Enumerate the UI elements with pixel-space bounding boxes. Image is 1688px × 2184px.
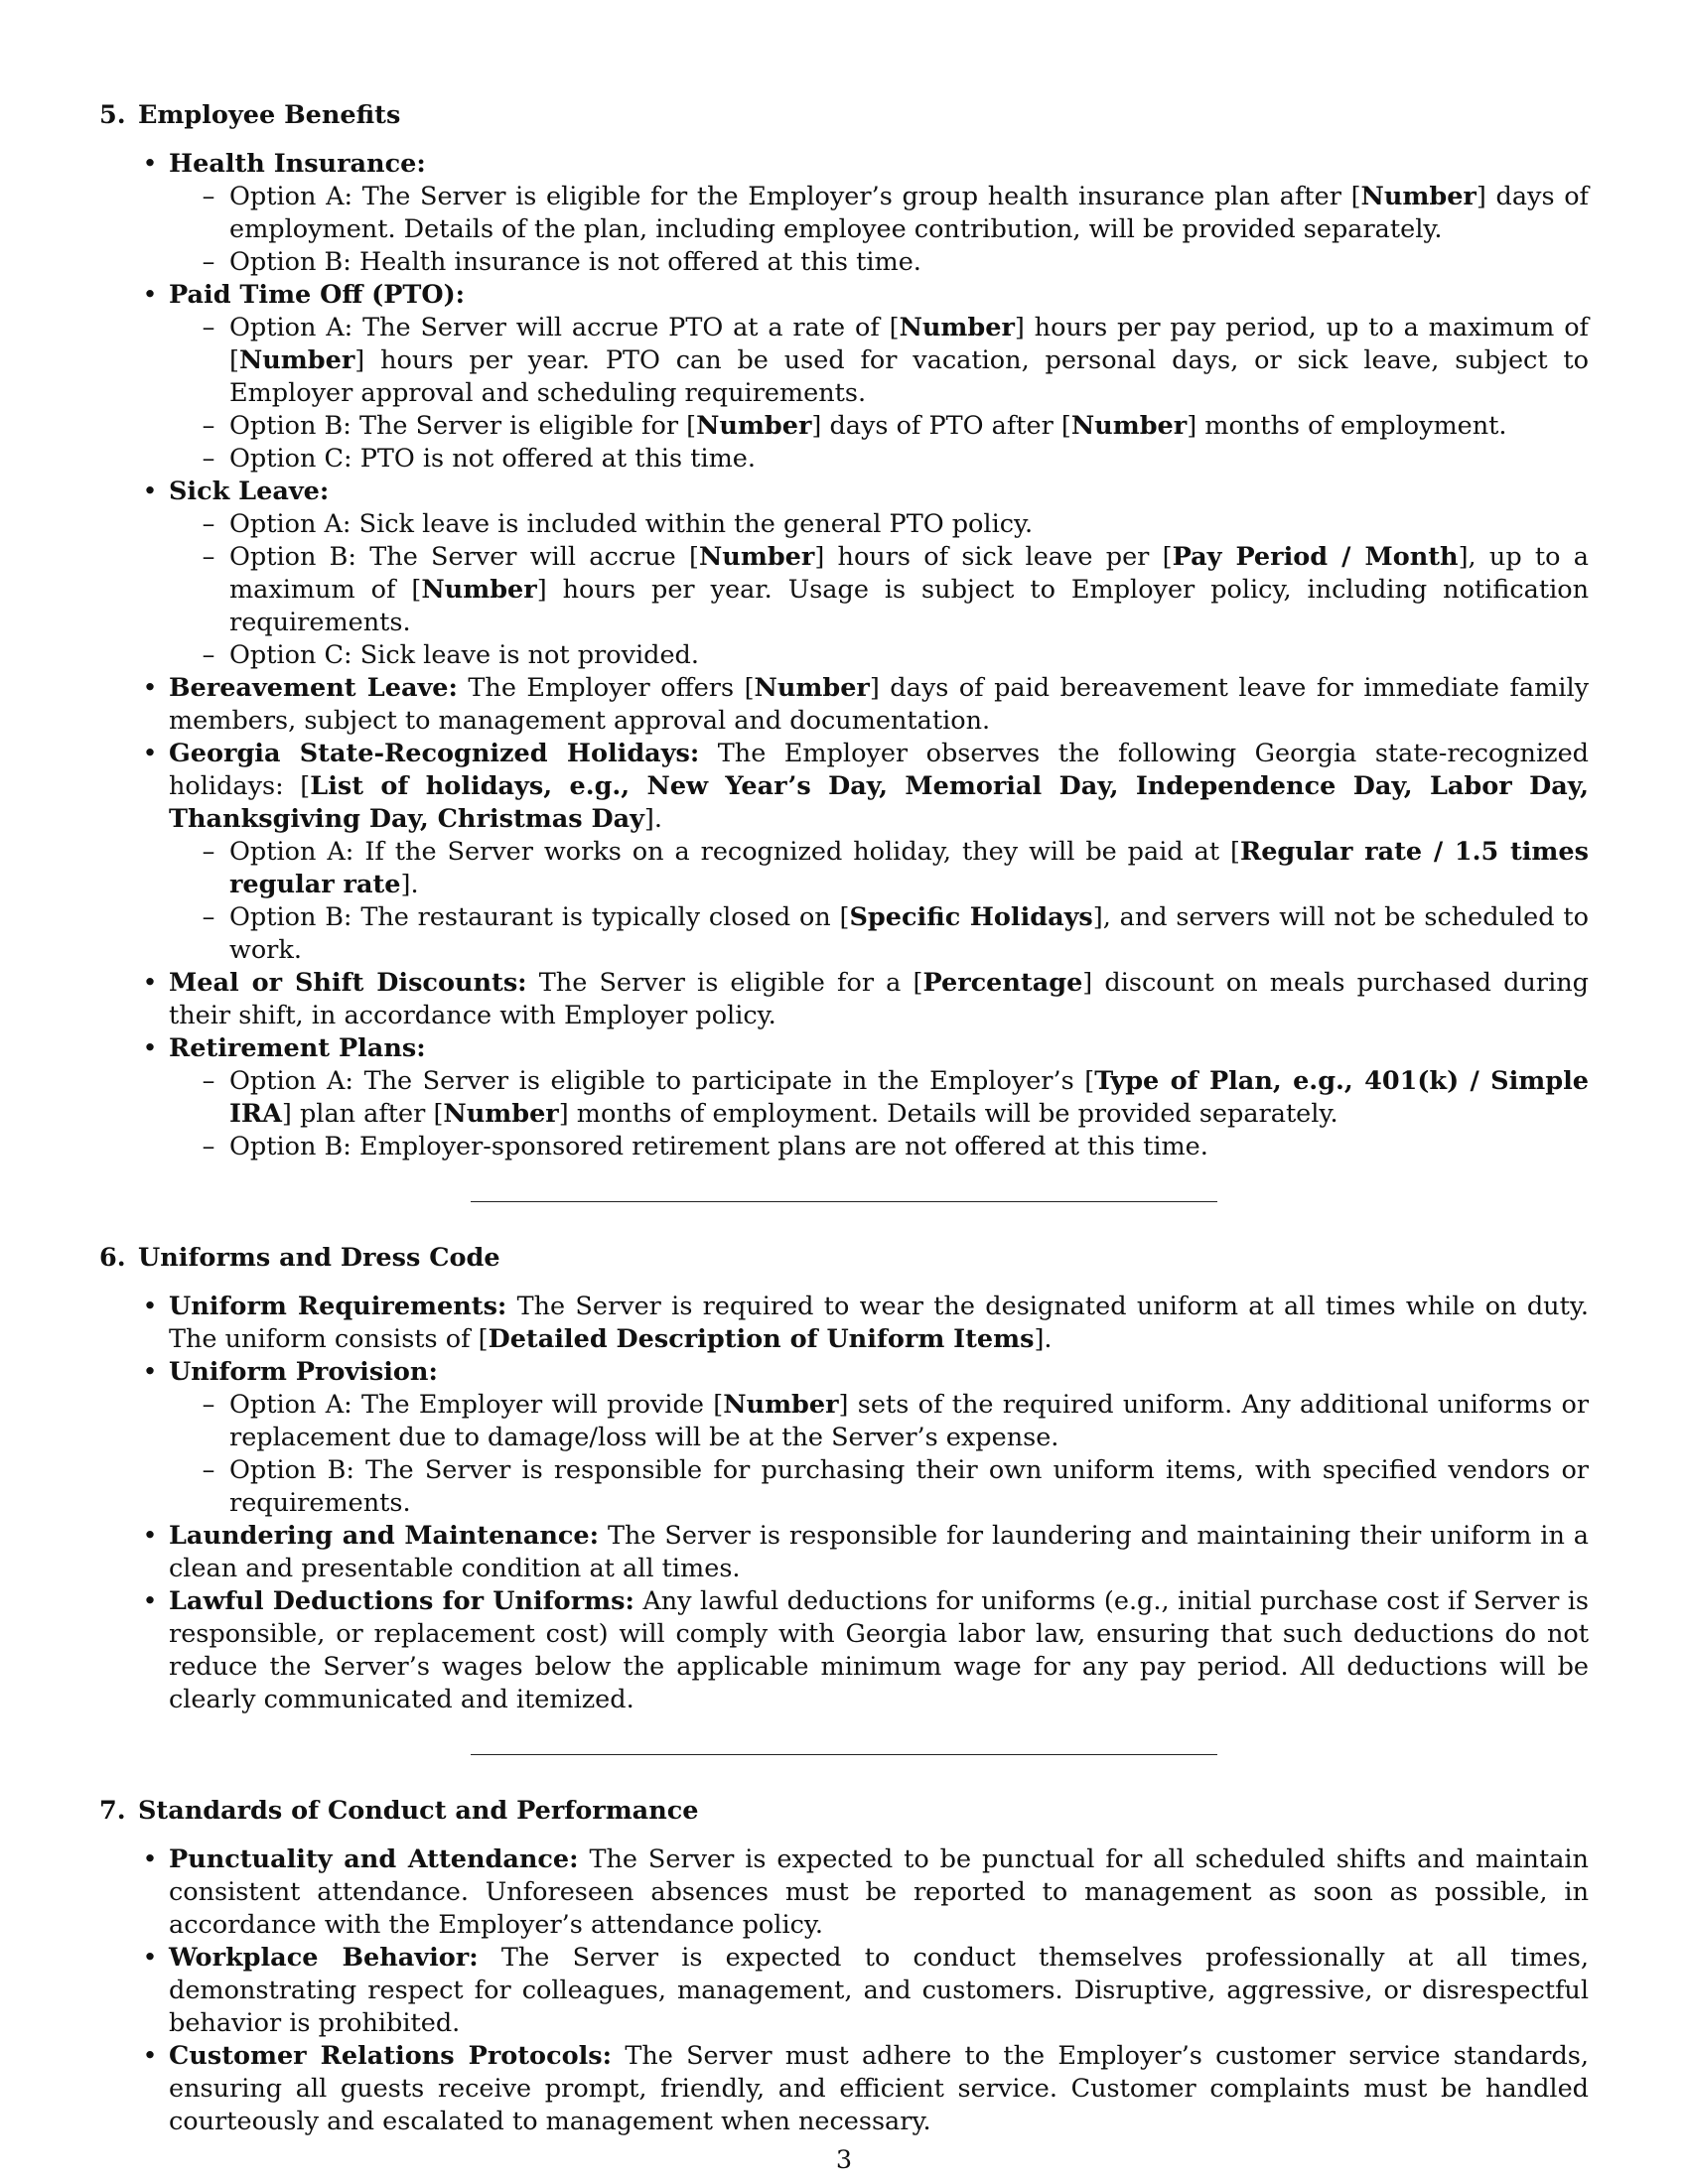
- body-text: Option B: Employer-sponsored retirement plans are not offered at this time.: [229, 1132, 1208, 1161]
- bullet-icon: •: [142, 149, 158, 179]
- option-item: [169, 639, 1589, 672]
- list-item: [99, 738, 1589, 967]
- body-text: ] months of employment.: [1187, 411, 1507, 441]
- dash-icon: –: [202, 313, 215, 342]
- option-list: [169, 1389, 1589, 1520]
- body-text: ] hours per pay period, up to a maximum of [: [229, 313, 1589, 375]
- body-text: Option A: Sick leave is included within the general PTO policy.: [229, 509, 1034, 539]
- body-text: The Server is required to wear the designated uniform at all times while on duty. The uniform consists of [: [169, 1292, 1589, 1354]
- bullet-icon: •: [142, 673, 158, 703]
- body-text: ].: [400, 870, 419, 899]
- placeholder-field: Number: [443, 1099, 559, 1129]
- option-list: [169, 836, 1589, 967]
- bullet-icon: •: [142, 2041, 158, 2071]
- bullet-icon: •: [142, 739, 158, 768]
- body-text: Option B: The restaurant is typically closed on [: [229, 902, 850, 932]
- placeholder-field: Percentage: [922, 968, 1083, 998]
- item-label: Health Insurance:: [169, 149, 426, 179]
- option-list: [169, 508, 1589, 672]
- placeholder-field: Number: [754, 673, 870, 703]
- body-text: Any lawful deductions for uniforms (e.g., initial purchase cost if Server is responsible, or replacement cost) will comply with Georgia labor law, ensuring that such deductions do not reduce the Server’s wages below the applicable minimum wage for any pay period. All deductions will be clearly communicated and itemized.: [169, 1586, 1589, 1714]
- body-text: Option C: Sick leave is not provided.: [229, 640, 699, 670]
- bullet-icon: •: [142, 968, 158, 998]
- item-label: Workplace Behavior:: [169, 1943, 479, 1973]
- bullet-list: [99, 148, 1589, 1163]
- page-number: 3: [835, 2145, 853, 2175]
- body-text: ] days of employment. Details of the plan, including employee contribution, will be provided separately.: [229, 182, 1589, 244]
- body-text: ] months of employment. Details will be provided separately.: [558, 1099, 1338, 1129]
- placeholder-field: Number: [698, 542, 815, 572]
- section-heading: [99, 1242, 1589, 1275]
- list-item: [99, 967, 1589, 1032]
- body-text: ].: [643, 804, 662, 834]
- option-item: [169, 1065, 1589, 1131]
- bullet-icon: •: [142, 1357, 158, 1387]
- option-item: [169, 246, 1589, 279]
- body-text: Option B: The Server will accrue [: [229, 542, 699, 572]
- body-text: ] hours per year. PTO can be used for vacation, personal days, or sick leave, subject to Employer approval and scheduling requirements.: [229, 345, 1589, 408]
- option-list: [169, 181, 1589, 279]
- item-label: Meal or Shift Discounts:: [169, 968, 527, 998]
- dash-icon: –: [202, 1390, 215, 1420]
- option-list: [169, 1065, 1589, 1163]
- dash-icon: –: [202, 182, 215, 211]
- section-number: 6.: [99, 1243, 126, 1273]
- body-text: ] hours per year. Usage is subject to Employer policy, including notification requirements.: [229, 575, 1590, 637]
- body-text: ] days of PTO after [: [811, 411, 1071, 441]
- dash-icon: –: [202, 444, 215, 474]
- list-item: [99, 1843, 1589, 1942]
- option-item: [169, 1454, 1589, 1520]
- placeholder-field: Number: [238, 345, 355, 375]
- option-item: [169, 312, 1589, 410]
- placeholder-field: Number: [1070, 411, 1188, 441]
- option-item: [169, 508, 1589, 541]
- item-label: Georgia State-Recognized Holidays:: [169, 739, 700, 768]
- dash-icon: –: [202, 837, 215, 867]
- list-item: [99, 1942, 1589, 2040]
- item-label: Retirement Plans:: [169, 1033, 426, 1063]
- body-text: The Server must adhere to the Employer’s customer service standards, ensuring all guests receive prompt, friendly, and efficient service. Customer complaints must be handled courteously and escalated to management when necessary.: [169, 2041, 1589, 2136]
- body-text: Option B: The Server is responsible for purchasing their own uniform items, with specified vendors or requirements.: [229, 1455, 1589, 1518]
- body-text: ], up to a maximum of [: [229, 542, 1589, 605]
- dash-icon: –: [202, 509, 215, 539]
- bullet-icon: •: [142, 1033, 158, 1063]
- body-text: ] days of paid bereavement leave for immediate family members, subject to management approval and documentation.: [169, 673, 1590, 736]
- bullet-icon: •: [142, 1586, 158, 1616]
- item-label: Uniform Requirements:: [169, 1292, 507, 1321]
- option-item: [169, 1131, 1589, 1163]
- body-text: Option A: The Server is eligible for the Employer’s group health insurance plan after [: [229, 182, 1361, 211]
- dash-icon: –: [202, 247, 215, 277]
- body-text: ] plan after [: [281, 1099, 444, 1129]
- list-item: [99, 672, 1589, 738]
- placeholder-field: Pay Period / Month: [1172, 542, 1459, 572]
- body-text: The Server is expected to conduct themselves professionally at all times, demonstrating respect for colleagues, management, and customers. Disruptive, aggressive, or disrespectful behavior is prohibited.: [169, 1943, 1589, 2038]
- body-text: Option B: The Server is eligible for [: [229, 411, 697, 441]
- list-item: [99, 1356, 1589, 1520]
- body-text: The Server is eligible for a [: [526, 968, 923, 998]
- body-text: The Server is expected to be punctual for all scheduled shifts and maintain consistent attendance. Unforeseen absences must be reported to management as soon as possible, in accordance with the Employer’s attendance policy.: [169, 1844, 1589, 1940]
- bullet-icon: •: [142, 477, 158, 506]
- placeholder-field: Regular rate / 1.5 times regular rate: [229, 837, 1589, 899]
- bullet-icon: •: [142, 280, 158, 310]
- placeholder-field: List of holidays, e.g., New Year’s Day, Memorial Day, Independence Day, Labor Day, Thanksgiving Day, Christmas Day: [169, 771, 1589, 834]
- section-divider: [471, 1754, 1217, 1755]
- placeholder-field: Number: [421, 575, 537, 605]
- list-item: [99, 1291, 1589, 1356]
- section-title: Standards of Conduct and Performance: [138, 1796, 699, 1826]
- item-label: Lawful Deductions for Uniforms:: [169, 1586, 634, 1616]
- dash-icon: –: [202, 1132, 215, 1161]
- option-item: [169, 443, 1589, 476]
- body-text: The Server is responsible for laundering and maintaining their uniform in a clean and presentable condition at all times.: [169, 1521, 1589, 1583]
- list-item: [99, 1520, 1589, 1585]
- placeholder-field: Number: [723, 1390, 839, 1420]
- document-page: [99, 99, 1589, 2138]
- item-label: Sick Leave:: [169, 477, 330, 506]
- item-label: Punctuality and Attendance:: [169, 1844, 579, 1874]
- dash-icon: –: [202, 640, 215, 670]
- bullet-list: [99, 1291, 1589, 1716]
- section: [99, 1242, 1589, 1716]
- section-title: Uniforms and Dress Code: [138, 1243, 500, 1273]
- section-number: 5.: [99, 100, 126, 130]
- section-heading: [99, 99, 1589, 132]
- option-item: [169, 181, 1589, 246]
- body-text: Option B: Health insurance is not offered at this time.: [229, 247, 921, 277]
- body-text: ] discount on meals purchased during their shift, in accordance with Employer policy.: [169, 968, 1589, 1030]
- option-item: [169, 541, 1589, 639]
- bullet-icon: •: [142, 1943, 158, 1973]
- body-text: The Employer observes the following Georgia state-recognized holidays: [: [169, 739, 1589, 801]
- section: [99, 1795, 1589, 2138]
- placeholder-field: Number: [696, 411, 812, 441]
- body-text: Option A: If the Server works on a recognized holiday, they will be paid at [: [229, 837, 1240, 867]
- body-text: Option A: The Server will accrue PTO at a rate of [: [229, 313, 900, 342]
- list-item: [99, 2040, 1589, 2138]
- bullet-icon: •: [142, 1292, 158, 1321]
- body-text: Option A: The Employer will provide [: [229, 1390, 724, 1420]
- placeholder-field: Number: [1360, 182, 1477, 211]
- bullet-list: [99, 1843, 1589, 2138]
- body-text: ], and servers will not be scheduled to work.: [229, 902, 1589, 965]
- placeholder-field: Type of Plan, e.g., 401(k) / Simple IRA: [229, 1066, 1589, 1129]
- section: [99, 99, 1589, 1163]
- option-item: [169, 901, 1589, 967]
- list-item: [99, 1585, 1589, 1716]
- option-item: [169, 836, 1589, 901]
- item-label: Customer Relations Protocols:: [169, 2041, 613, 2071]
- dash-icon: –: [202, 542, 215, 572]
- section-heading: [99, 1795, 1589, 1828]
- list-item: [99, 148, 1589, 279]
- dash-icon: –: [202, 411, 215, 441]
- item-label: Uniform Provision:: [169, 1357, 438, 1387]
- list-item: [99, 1032, 1589, 1163]
- placeholder-field: Detailed Description of Uniform Items: [488, 1324, 1035, 1354]
- body-text: ] hours of sick leave per [: [814, 542, 1173, 572]
- section-divider: [471, 1201, 1217, 1202]
- bullet-icon: •: [142, 1521, 158, 1551]
- section-title: Employee Benefits: [138, 100, 401, 130]
- item-label: Bereavement Leave:: [169, 673, 458, 703]
- item-label: Paid Time Off (PTO):: [169, 280, 466, 310]
- placeholder-field: Specific Holidays: [849, 902, 1093, 932]
- option-list: [169, 312, 1589, 476]
- list-item: [99, 476, 1589, 672]
- placeholder-field: Number: [899, 313, 1015, 342]
- section-number: 7.: [99, 1796, 126, 1826]
- body-text: ].: [1034, 1324, 1053, 1354]
- option-item: [169, 410, 1589, 443]
- item-label: Laundering and Maintenance:: [169, 1521, 600, 1551]
- dash-icon: –: [202, 1066, 215, 1096]
- body-text: Option A: The Server is eligible to participate in the Employer’s [: [229, 1066, 1095, 1096]
- dash-icon: –: [202, 902, 215, 932]
- body-text: The Employer offers [: [457, 673, 755, 703]
- bullet-icon: •: [142, 1844, 158, 1874]
- dash-icon: –: [202, 1455, 215, 1485]
- option-item: [169, 1389, 1589, 1454]
- list-item: [99, 279, 1589, 476]
- body-text: ] sets of the required uniform. Any additional uniforms or replacement due to damage/loss will be at the Server’s expense.: [229, 1390, 1590, 1452]
- body-text: Option C: PTO is not offered at this time.: [229, 444, 756, 474]
